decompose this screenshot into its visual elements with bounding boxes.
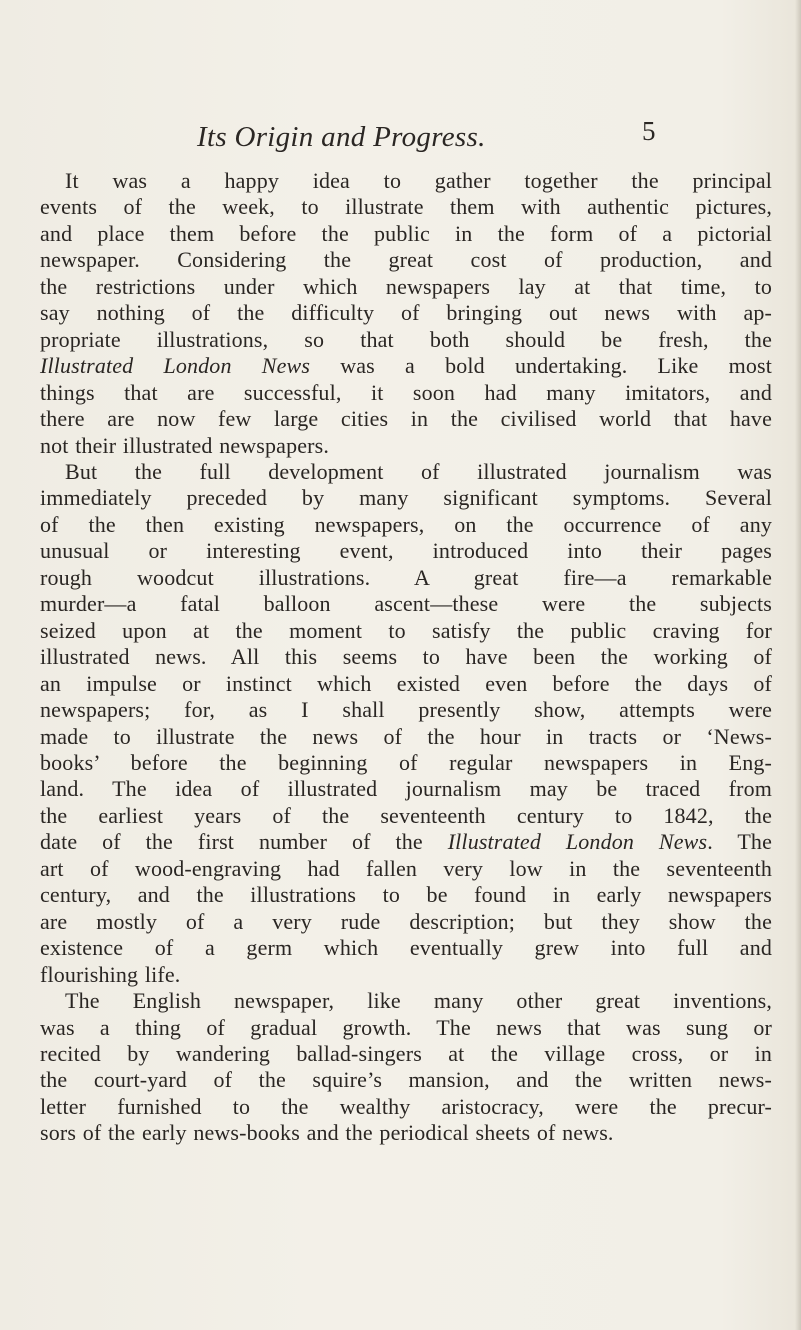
text-line: illustrated news. All this seems to have been the working of	[40, 644, 772, 670]
text-line: propriate illustrations, so that both should be fresh, the	[40, 326, 772, 352]
text-line: existence of a germ which eventually grew into full and	[40, 935, 772, 961]
italic-title: Illustrated London News	[447, 829, 708, 855]
text-line: recited by wandering ballad-singers at the village cross, or in	[40, 1040, 772, 1066]
text-line: not their illustrated newspapers.	[40, 432, 329, 458]
text-line: The English newspaper, like many other great inventions,	[65, 988, 772, 1014]
text-line: letter furnished to the wealthy aristocracy, were the precur-	[40, 1093, 772, 1119]
text-line: flourishing life.	[40, 961, 181, 987]
text-line: immediately preceded by many significant symptoms. Several	[40, 485, 772, 511]
text-line: rough woodcut illustrations. A great fire—a remarkable	[40, 564, 772, 590]
text-line: the earliest years of the seventeenth century to 1842, the	[40, 802, 772, 828]
text-line: an impulse or instinct which existed even before the days of	[40, 670, 772, 696]
paragraph-3	[40, 988, 772, 1147]
text-line: century, and the illustrations to be found in early newspapers	[40, 882, 772, 908]
text-line: murder—a fatal balloon ascent—these were the subjects	[40, 591, 772, 617]
page-edge-shadow	[795, 0, 801, 1330]
text-line: events of the week, to illustrate them with authentic pictures,	[40, 194, 772, 220]
text-line: of the then existing newspapers, on the occurrence of any	[40, 511, 772, 537]
text-line: made to illustrate the news of the hour in tracts or ‘News-	[40, 723, 772, 749]
text-line: newspapers; for, as I shall presently show, attempts were	[40, 697, 772, 723]
paragraph-1	[40, 168, 772, 459]
text-line: the court-yard of the squire’s mansion, and the written news-	[40, 1067, 772, 1093]
text-line-with-italic-title: Illustrated London News was a bold undertaking. Like most	[40, 353, 772, 379]
paragraph-2	[40, 459, 772, 988]
italic-title: Illustrated London News	[40, 353, 311, 379]
text-line: and place them before the public in the form of a pictorial	[40, 220, 772, 246]
text-line: art of wood-engraving had fallen very low in the seventeenth	[40, 855, 772, 881]
page-number: 5	[642, 116, 656, 146]
text-line: the restrictions under which newspapers lay at that time, to	[40, 273, 772, 299]
text-line-with-italic-title: date of the first number of the Illustrated London News. The	[40, 829, 772, 855]
text-line: are mostly of a very rude description; but they show the	[40, 908, 772, 934]
text-line: books’ before the beginning of regular newspapers in Eng-	[40, 749, 772, 775]
text-line: there are now few large cities in the civilised world that have	[40, 406, 772, 432]
text-line: land. The idea of illustrated journalism may be traced from	[40, 776, 772, 802]
text-line: sors of the early news-books and the periodical sheets of news.	[40, 1120, 614, 1146]
text-line: things that are successful, it soon had many imitators, and	[40, 379, 772, 405]
body-text	[40, 168, 772, 1147]
running-head	[0, 116, 801, 161]
text-line: newspaper. Considering the great cost of production, and	[40, 247, 772, 273]
text-line: But the full development of illustrated journalism was	[65, 458, 772, 484]
text-line: seized upon at the moment to satisfy the public craving for	[40, 617, 772, 643]
text-line: It was a happy idea to gather together the principal	[65, 168, 772, 193]
running-title: Its Origin and Progress.	[197, 121, 486, 153]
text-line: unusual or interesting event, introduced into their pages	[40, 538, 772, 564]
text-line: say nothing of the difficulty of bringing out news with ap-	[40, 300, 772, 326]
text-line: was a thing of gradual growth. The news that was sung or	[40, 1014, 772, 1040]
